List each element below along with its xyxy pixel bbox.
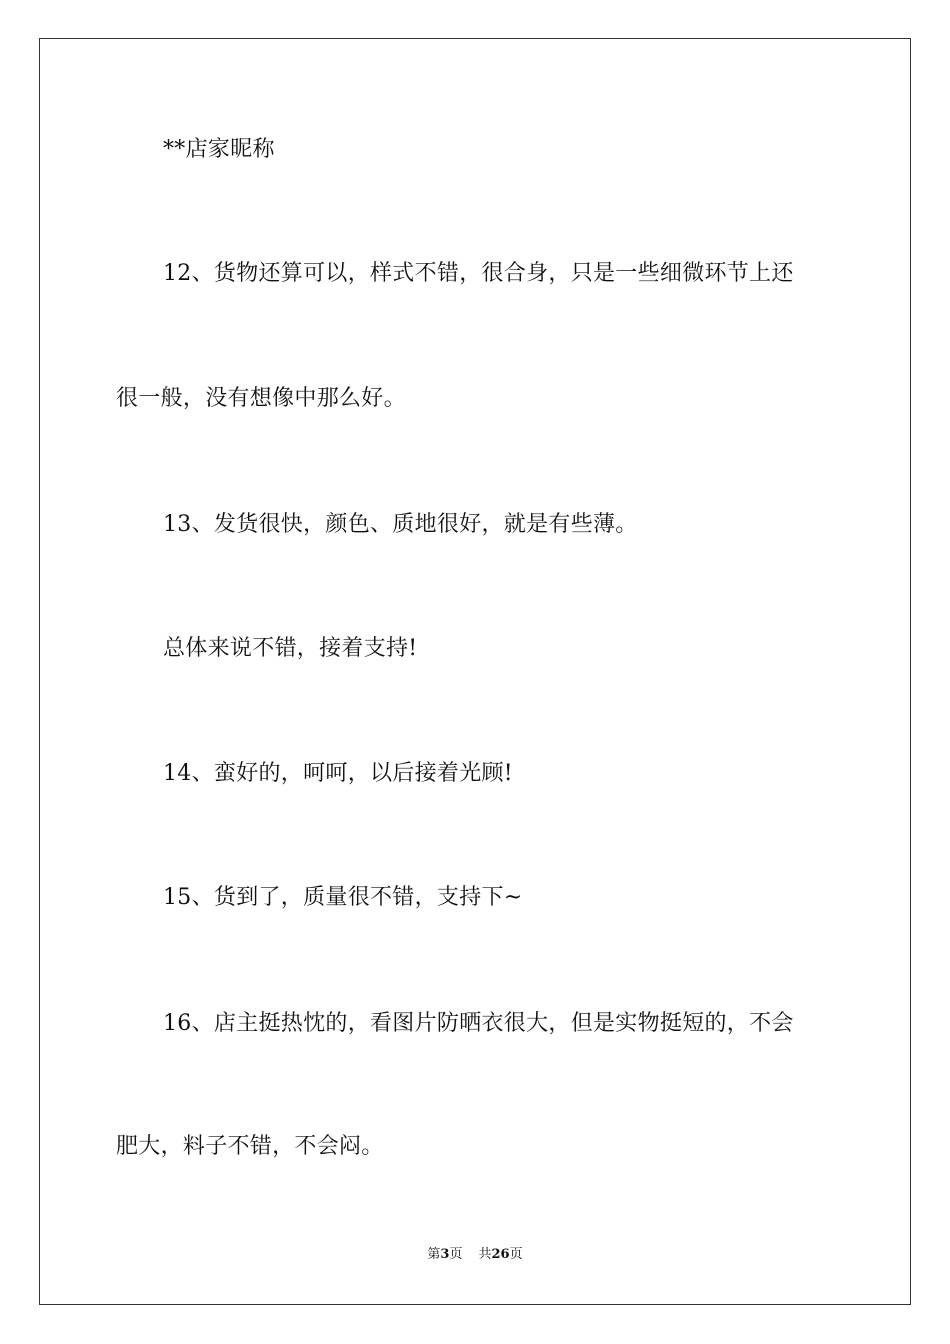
review-12-line-2: 很一般，没有想像中那么好。	[116, 386, 406, 411]
total-prefix: 共	[478, 1247, 492, 1262]
review-12-line-1: 12、货物还算可以，样式不错，很合身，只是一些细微环节上还	[163, 261, 794, 286]
summary-line: 总体来说不错，接着支持!	[163, 636, 418, 661]
review-14-line: 14、蛮好的，呵呵，以后接着光顾!	[163, 761, 513, 786]
page-number: 3	[440, 1247, 450, 1262]
page-footer	[0, 1247, 950, 1263]
total-suffix: 页	[509, 1247, 523, 1262]
page-suffix: 页	[449, 1247, 463, 1262]
total-pages: 26	[491, 1247, 510, 1262]
review-16-line-1: 16、店主挺热忱的，看图片防晒衣很大，但是实物挺短的，不会	[163, 1011, 794, 1036]
page-border	[39, 38, 911, 1305]
review-13-line: 13、发货很快，颜色、质地很好，就是有些薄。	[163, 512, 638, 537]
page-prefix: 第	[427, 1247, 441, 1262]
review-16-line-2: 肥大，料子不错，不会闷。	[116, 1134, 384, 1159]
shop-nickname-line: **店家昵称	[163, 137, 275, 162]
review-15-line: 15、货到了，质量很不错，支持下~	[163, 885, 523, 910]
